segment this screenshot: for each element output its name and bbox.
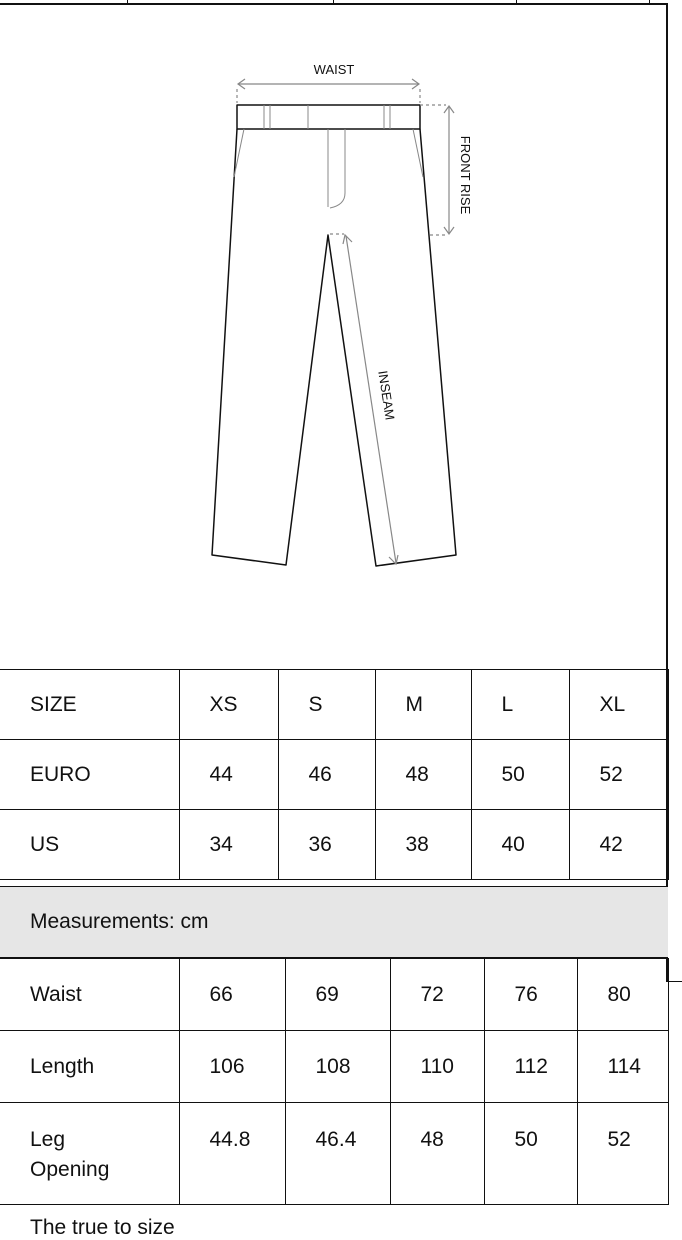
fit-note-text: The true to size (30, 1216, 175, 1239)
table-cell: 46.4 (285, 1103, 390, 1205)
table-row (0, 1103, 668, 1205)
table-cell: 50 (484, 1103, 577, 1205)
table-cell: 46 (278, 740, 375, 810)
table-cell: XL (569, 670, 668, 740)
table-cell: 38 (375, 810, 471, 880)
table-cell: XS (179, 670, 278, 740)
table-cell: 52 (569, 740, 668, 810)
table-cell: 40 (471, 810, 569, 880)
divider (333, 0, 334, 4)
table-cell: 108 (285, 1031, 390, 1103)
measurements-table (0, 958, 669, 1205)
divider (516, 0, 517, 4)
table-cell: 52 (577, 1103, 668, 1205)
table-cell: 106 (179, 1031, 285, 1103)
table-cell: 48 (390, 1103, 484, 1205)
size-conversion-table (0, 669, 669, 880)
table-cell: 42 (569, 810, 668, 880)
table-cell: 80 (577, 959, 668, 1031)
table-cell: M (375, 670, 471, 740)
waist-label: WAIST (313, 62, 355, 77)
table-cell: 112 (484, 1031, 577, 1103)
pants-illustration (0, 5, 666, 669)
pants-legs (212, 129, 456, 566)
table-row (0, 959, 668, 1031)
table-cell: Leg Opening (0, 1103, 179, 1205)
table-row (0, 740, 668, 810)
divider (649, 0, 650, 4)
table-cell: 36 (278, 810, 375, 880)
pants-measurement-diagram (0, 5, 666, 669)
divider (127, 0, 128, 4)
table-cell: 48 (375, 740, 471, 810)
table-cell: 44.8 (179, 1103, 285, 1205)
divider (668, 981, 682, 982)
table-cell: 34 (179, 810, 278, 880)
table-cell: US (0, 810, 179, 880)
table-cell: 50 (471, 740, 569, 810)
table-header-row (0, 670, 668, 740)
table-cell: S (278, 670, 375, 740)
measurements-unit-banner: Measurements: cm (0, 886, 668, 958)
table-row (0, 810, 668, 880)
table-cell: Waist (0, 959, 179, 1031)
table-cell: Length (0, 1031, 179, 1103)
table-cell: L (471, 670, 569, 740)
table-cell: 72 (390, 959, 484, 1031)
table-cell: 76 (484, 959, 577, 1031)
table-cell: 110 (390, 1031, 484, 1103)
table-cell: SIZE (0, 670, 179, 740)
front-rise-label: FRONT RISE (458, 135, 473, 215)
table-cell: EURO (0, 740, 179, 810)
inseam-label: INSEAM (375, 369, 398, 422)
table-cell: 114 (577, 1031, 668, 1103)
table-cell: 66 (179, 959, 285, 1031)
table-row (0, 1031, 668, 1103)
table-cell: 69 (285, 959, 390, 1031)
table-cell: 44 (179, 740, 278, 810)
